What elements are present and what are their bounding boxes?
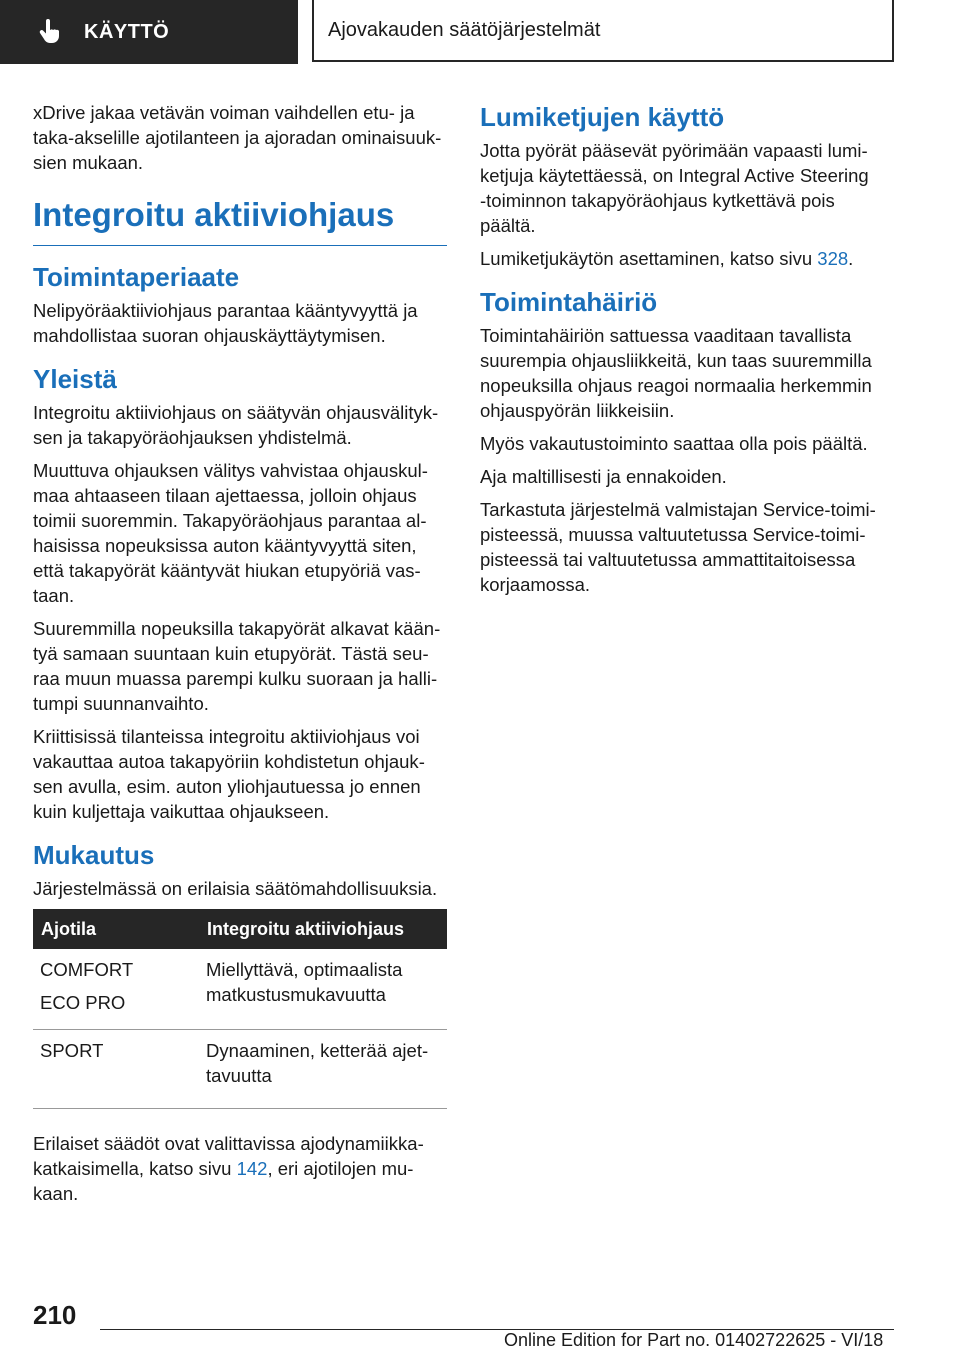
paragraph: Tarkastuta järjestelmä valmistajan Service-toimipisteessä, muussa valtuutetussa Service-toimipisteessä tai valtuutetussa ammattitaitoisessa korjaamossa. [480, 499, 876, 595]
hand-pointer-icon [36, 18, 64, 46]
chapter-title: Ajovakauden säätöjärjestelmät [328, 18, 601, 41]
table-header-cell: Integroitu aktiiviohjaus [199, 909, 447, 949]
text-fragment: , eri ajotilojen mukaan. [33, 1158, 414, 1204]
main-heading: Integroitu aktiiviohjaus [33, 193, 447, 246]
paragraph: Myös vakautustoiminto saattaa olla pois päältä. [480, 433, 868, 454]
edition-text: Online Edition for Part no. 01402722625 - VI/18 [504, 1330, 884, 1350]
table-row [33, 1030, 447, 1109]
table-header-row [33, 909, 447, 949]
paragraph: Integroitu aktiiviohjaus on säätyvän ohjausvälityksen ja takapyöräohjauksen yhdistelmä. [33, 402, 439, 448]
heading-toimintaperiaate: Toimintaperiaate [33, 262, 240, 292]
mode-label: COMFORT [40, 959, 134, 980]
section-tab[interactable] [0, 0, 298, 64]
chapter-header [312, 0, 894, 62]
paragraph: Järjestelmässä on erilaisia säätömahdollisuuksia. [33, 878, 438, 899]
text-fragment: Erilaiset säädöt ovat valittavissa ajodynamiikkakatkaisimella, katso sivu [33, 1133, 424, 1179]
table-header-cell: Ajotila [33, 909, 199, 949]
mode-label: ECO PRO [40, 992, 126, 1013]
text-fragment: Lumiketjukäytön asettaminen, katso sivu [480, 248, 818, 269]
table-cell: Dynaaminen, ketterää ajettavuutta [199, 1030, 447, 1109]
section-tab-label: KÄYTTÖ [84, 20, 170, 43]
page-number: 210 [33, 1300, 77, 1330]
table-cell: Miellyttävä, optimaalista matkustusmukavuutta [199, 949, 447, 1030]
text-fragment: . [848, 248, 854, 269]
table-row [33, 949, 447, 1030]
table-cell: SPORT [33, 1030, 199, 1109]
paragraph: Muuttuva ohjauksen välitys vahvistaa ohjauskulmaa ahtaaseen tilaan ajettaessa, jolloin ohjaus toimii suoremmin. Takapyöräohjaus parantaa alhaisissa nopeuksissa auton kääntyvyyttä siten, että takapyörät kääntyvät hiukan etupyöriä vastaan. [33, 460, 428, 606]
paragraph: Aja maltillisesti ja ennakoiden. [480, 466, 727, 487]
paragraph: Nelipyöräaktiiviohjaus parantaa kääntyvyyttä ja mahdollistaa suoran ohjauskäyttäytymisen. [33, 300, 418, 346]
intro-paragraph: xDrive jakaa vetävän voiman vaihdellen etu- ja taka-akselille ajotilanteen ja ajoradan ominaisuuksien mukaan. [33, 102, 442, 173]
heading-toimintahairio: Toimintahäiriö [480, 287, 658, 317]
paragraph: Jotta pyörät pääsevät pyörimään vapaasti lumiketjuja käytettäessä, on Integral Active Steering ‑toiminnon takapyöräohjaus kytkettävä pois päältä. [480, 140, 869, 236]
drive-mode-table [33, 909, 447, 1109]
paragraph: Kriittisissä tilanteissa integroitu aktiiviohjaus voi vakauttaa autoa takapyöriin kohdistetun ohjauksen avulla, esim. auton yliohjautuessa jo ennen kuin kuljettaja vaikuttaa ohjaukseen. [33, 726, 425, 822]
paragraph: Suuremmilla nopeuksilla takapyörät alkavat kääntyä samaan suuntaan kuin etupyörät. Tästä seuraa muun muassa parempi kulku suoraan ja hallitumpi suunnanvaihto. [33, 618, 441, 714]
heading-lumiketjut: Lumiketjujen käyttö [480, 102, 725, 132]
page-link-142[interactable]: 142 [236, 1158, 268, 1179]
paragraph: Toimintahäiriön sattuessa vaaditaan tavallista suurempia ohjausliikkeitä, kun taas suuremmilla nopeuksilla ohjaus reagoi normaalia herkemmin ohjauspyörän liikkeisiin. [480, 325, 872, 421]
paragraph [33, 1131, 447, 1206]
heading-mukautus: Mukautus [33, 840, 155, 870]
right-column [480, 100, 894, 605]
heading-yleista: Yleistä [33, 364, 117, 394]
table-cell [33, 949, 199, 1030]
paragraph [480, 246, 894, 271]
left-column [33, 100, 447, 1214]
page-link-328[interactable]: 328 [817, 248, 849, 269]
